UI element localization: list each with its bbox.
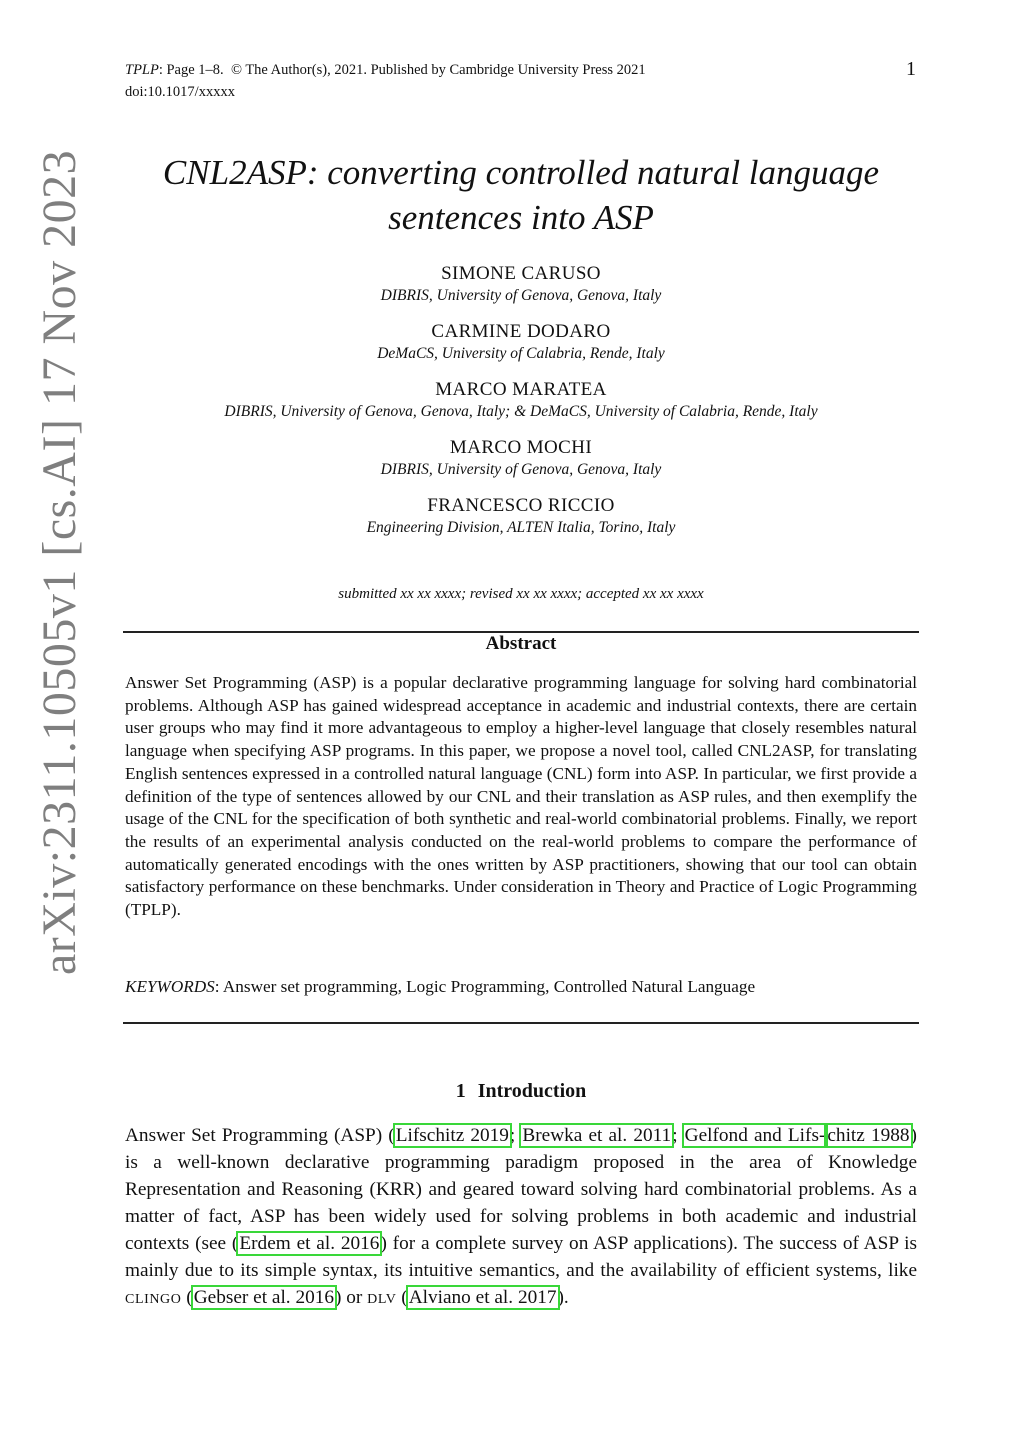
page-range: : Page 1–8. [158, 62, 224, 78]
author-name: SIMONE CARUSO [441, 263, 601, 284]
section-number: 1 [455, 1080, 466, 1102]
arxiv-stamp: arXiv:2311.10505v1 [cs.AI] 17 Nov 2023 [33, 149, 86, 975]
citation-year: 2016 [295, 1287, 335, 1308]
section-title: Introduction [477, 1080, 587, 1102]
citation-author: Gelfond and Lifs- [684, 1125, 826, 1146]
author-affiliation: DIBRIS, University of Genova, Genova, Italy [380, 461, 662, 478]
intro-text: ) for a complete survey on ASP applications). The success of ASP is mainly due to its simple syntax, its intuitive semantics, and the availability of efficient systems, like [125, 1233, 918, 1281]
doi: doi:10.1017/xxxxx [125, 84, 235, 100]
section-heading-introduction [125, 1080, 917, 1103]
intro-text: Answer Set Programming (ASP) ( [125, 1125, 395, 1146]
keywords-label: KEYWORDS [125, 977, 215, 996]
intro-text: ; [672, 1125, 684, 1146]
abstract-bottom-rule [123, 1022, 919, 1024]
citation-link[interactable] [521, 1125, 672, 1146]
title-line-2: sentences into ASP [388, 198, 654, 237]
citation-link[interactable] [826, 1125, 910, 1146]
submission-dates: submitted xx xx xxxx; revised xx xx xxxx; accepted xx xx xxxx [338, 586, 704, 602]
author-affiliation: Engineering Division, ALTEN Italia, Torino, Italy [366, 519, 676, 536]
citation-link[interactable] [238, 1233, 380, 1254]
intro-text: ) is a well-known declarative programming paradigm proposed in the area of Knowledge Representation and Reasoning (KRR) and geared toward solving hard combinatorial problems. As a matter of fact, ASP has been widely used for solving problems in both academic and industrial contexts (see ( [125, 1125, 917, 1254]
author-name: MARCO MOCHI [449, 437, 593, 458]
keywords [125, 976, 917, 998]
author-block [125, 436, 917, 480]
author-name: MARCO MARATEA [435, 379, 607, 400]
introduction-paragraph [125, 1122, 917, 1311]
citation-year: 2019 [470, 1125, 509, 1146]
citation-year: 1988 [870, 1125, 910, 1146]
citation-author: Brewka et al. [522, 1125, 628, 1146]
keywords-text: : Answer set programming, Logic Programming, Controlled Natural Language [214, 977, 756, 996]
citation-author: Gebser et al. [193, 1287, 291, 1308]
author-name: FRANCESCO RICCIO [427, 495, 615, 516]
citation-year: 2017 [517, 1287, 557, 1308]
citation-author: Erdem et al. [239, 1233, 336, 1254]
abstract-heading: Abstract [485, 633, 557, 654]
intro-text: ) or [335, 1287, 368, 1308]
system-name-clingo: clingo [125, 1287, 182, 1308]
author-name: CARMINE DODARO [431, 321, 611, 342]
citation-link[interactable] [193, 1287, 335, 1308]
running-header [125, 60, 646, 80]
intro-text: ; [509, 1125, 522, 1146]
author-affiliation: DIBRIS, University of Genova, Genova, Italy [380, 287, 662, 304]
intro-text: ( [181, 1287, 193, 1308]
author-affiliation: DIBRIS, University of Genova, Genova, Italy; & DeMaCS, University of Calabria, Rende, Italy [224, 403, 818, 420]
citation-year: 2011 [633, 1125, 672, 1146]
journal-abbrev: TPLP [125, 62, 159, 78]
citation-link[interactable] [408, 1287, 558, 1308]
citation-author: Lifschitz [395, 1125, 465, 1146]
author-block [125, 378, 917, 422]
abstract-text: Answer Set Programming (ASP) is a popular declarative programming language for solving hard combinatorial problems. Although ASP has gained widespread acceptance in academic and industrial contexts, there are certain user groups who may find it more advantageous to employ a higher-level language that closely resembles natural language when specifying ASP programs. In this paper, we propose a novel tool, called CNL2ASP, for translating English sentences expressed in a controlled natural language (CNL) form into ASP. In particular, we first provide a definition of the type of sentences allowed by our CNL and their translation as ASP rules, and then exemplify the usage of the CNL for the specification of both synthetic and real-world combinatorial problems. Finally, we report the results of an experimental analysis conducted on the real-world problems to compare the performance of automatically generated encodings with the ones written by ASP practitioners, showing that our tool can obtain satisfactory performance on these benchmarks. Under consideration in Theory and Practice of Logic Programming (TPLP). [125, 673, 917, 920]
citation-year: 2016 [340, 1233, 380, 1254]
page-number: 1 [906, 58, 916, 80]
citation-author: chitz [827, 1125, 865, 1146]
copyright-notice: © The Author(s), 2021. Published by Cambridge University Press 2021 [230, 62, 646, 78]
author-block [125, 262, 917, 306]
author-block [125, 320, 917, 364]
citation-link[interactable] [395, 1125, 510, 1146]
author-list [125, 262, 917, 552]
intro-text: ). [557, 1287, 569, 1308]
citation-author: Alviano et al. [408, 1287, 514, 1308]
title-line-1: CNL2ASP: converting controlled natural language [162, 153, 880, 192]
intro-text: ( [396, 1287, 408, 1308]
system-name-dlv: dlv [367, 1287, 397, 1308]
author-block [125, 494, 917, 538]
paper-title [125, 150, 917, 240]
author-affiliation: DeMaCS, University of Calabria, Rende, Italy [377, 345, 665, 362]
citation-link[interactable] [684, 1125, 827, 1146]
